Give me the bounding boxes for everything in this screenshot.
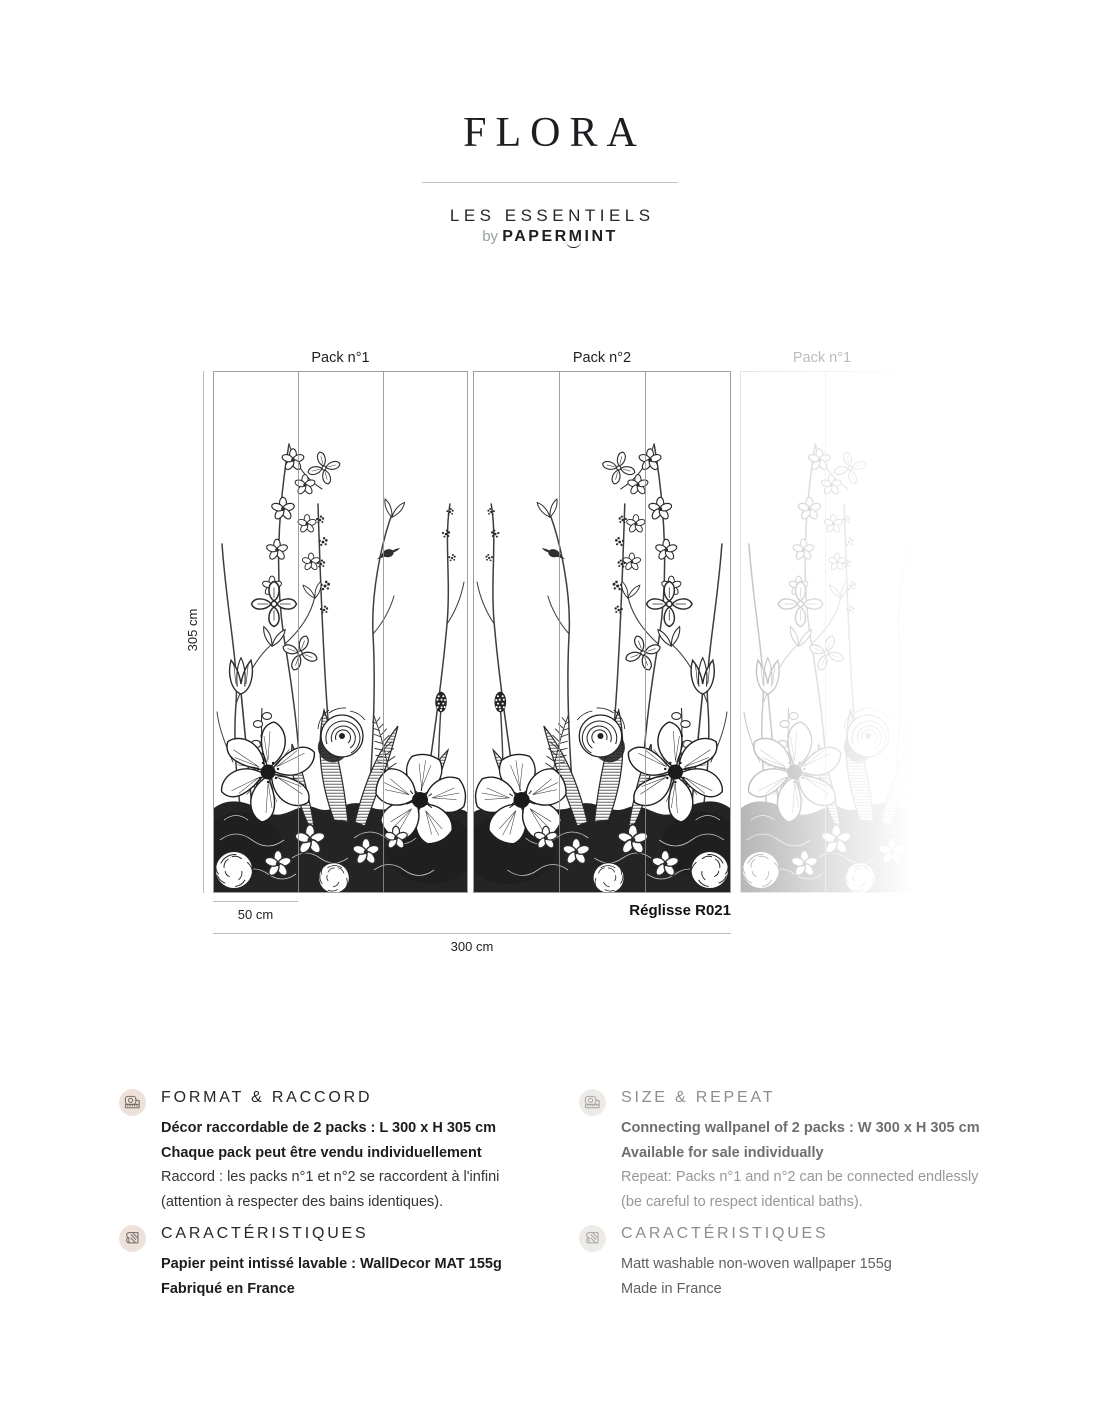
spec-line: Repeat: Packs n°1 and n°2 can be connected endlessly xyxy=(621,1169,979,1185)
caracteristiques-en-section xyxy=(579,1222,1079,1301)
measuring-tape-icon xyxy=(119,1089,146,1116)
panel-width-measure-line xyxy=(213,901,298,902)
measuring-tape-icon xyxy=(579,1089,606,1116)
pack2-label: Pack n°2 xyxy=(572,350,632,366)
brand-logo: PAPERMINT xyxy=(502,228,618,245)
pack3-label: Pack n°1 xyxy=(792,350,852,366)
caracteristiques-fr-section xyxy=(119,1222,559,1301)
height-measure-line xyxy=(203,371,204,893)
total-width-measure-label: 300 cm xyxy=(450,939,494,954)
pack2-panel xyxy=(473,371,731,893)
panel-seam xyxy=(645,372,646,892)
wallpaper-roll-icon xyxy=(579,1225,606,1252)
brand-line xyxy=(0,228,1100,246)
section-heading: CARACTÉRISTIQUES xyxy=(161,1225,369,1242)
spec-line: (be careful to respect identical baths). xyxy=(621,1193,863,1210)
spec-line: Matt washable non-woven wallpaper 155g xyxy=(621,1256,892,1272)
size-repeat-text xyxy=(621,1086,980,1214)
by-label: by xyxy=(482,228,499,245)
size-repeat-section xyxy=(579,1086,1079,1214)
total-width-measure-line xyxy=(213,933,731,934)
spec-line: Papier peint intissé lavable : WallDecor MAT 155g xyxy=(161,1256,502,1272)
botanical-artwork xyxy=(474,372,730,892)
pack1-panel xyxy=(213,371,468,893)
panel-seam xyxy=(559,372,560,892)
height-measure-label: 305 cm xyxy=(185,608,200,652)
spec-line: Décor raccordable de 2 packs : L 300 x H 305 cm xyxy=(161,1120,497,1136)
section-heading: CARACTÉRISTIQUES xyxy=(621,1225,829,1242)
title-divider xyxy=(422,182,678,183)
fade-out-overlay xyxy=(739,370,994,894)
spec-line: Made in France xyxy=(621,1280,722,1297)
section-heading: FORMAT & RACCORD xyxy=(161,1089,373,1106)
format-raccord-section xyxy=(119,1086,559,1214)
wallpaper-roll-icon xyxy=(119,1225,146,1252)
botanical-artwork xyxy=(214,372,467,892)
pack3-panel-repeat xyxy=(740,371,993,893)
panel-seam xyxy=(383,372,384,892)
panel-seam xyxy=(298,372,299,892)
collection-name: LES ESSENTIELS xyxy=(449,206,655,225)
product-reference: Réglisse R021 xyxy=(629,902,731,919)
panel-width-measure-label: 50 cm xyxy=(237,907,274,922)
spec-line: Chaque pack peut être vendu individuellement xyxy=(161,1144,482,1161)
spec-line: (attention à respecter des bains identiques). xyxy=(161,1193,444,1210)
spec-line: Raccord : les packs n°1 et n°2 se raccordent à l'infini xyxy=(161,1169,500,1185)
format-raccord-text xyxy=(161,1086,499,1214)
spec-line: Connecting wallpanel of 2 packs : W 300 x H 305 cm xyxy=(621,1120,980,1136)
pack1-label: Pack n°1 xyxy=(311,350,370,366)
caracteristiques-fr-text xyxy=(161,1222,502,1301)
caracteristiques-en-text xyxy=(621,1222,892,1301)
spec-line: Fabriqué en France xyxy=(161,1280,295,1297)
section-heading: SIZE & REPEAT xyxy=(621,1089,776,1106)
spec-line: Available for sale individually xyxy=(621,1144,824,1161)
page-title: FLORA xyxy=(463,110,646,156)
